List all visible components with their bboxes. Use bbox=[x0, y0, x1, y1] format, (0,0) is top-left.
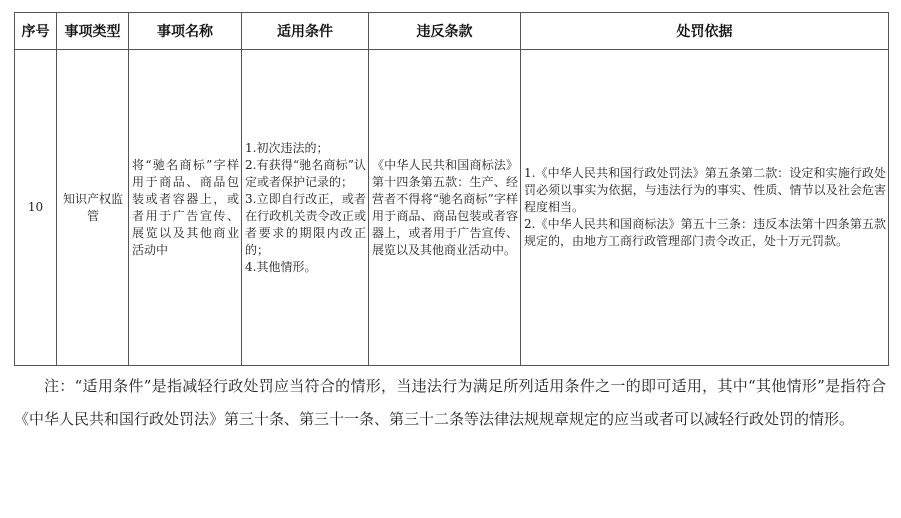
header-seq: 序号 bbox=[15, 13, 57, 50]
condition-item: 2.有获得“驰名商标”认定或者保护记录的； bbox=[245, 157, 366, 189]
penalty-table bbox=[14, 12, 889, 366]
header-basis: 处罚依据 bbox=[521, 13, 889, 50]
cell-seq: 10 bbox=[15, 50, 57, 366]
header-conditions: 适用条件 bbox=[242, 13, 369, 50]
cell-name bbox=[129, 50, 242, 366]
header-type: 事项类型 bbox=[57, 13, 129, 50]
cell-type-text: 知识产权监管 bbox=[62, 191, 123, 223]
footnote-text: 注：“适用条件”是指减轻行政处罚应当符合的情形，当违法行为满足所列适用条件之一的即可适用，其中“其他情形”是指符合《中华人民共和国行政处罚法》第三十条、第三十一条、第三十二条等法律法规规章规定的应当或者可以减轻行政处罚的情形。 bbox=[14, 377, 886, 428]
cell-violation bbox=[369, 50, 521, 366]
header-name: 事项名称 bbox=[129, 13, 242, 50]
table-header-row bbox=[15, 13, 889, 50]
condition-item: 3.立即自行改正，或者在行政机关责令改正或者要求的期限内改正的； bbox=[245, 191, 366, 257]
basis-item: 2.《中华人民共和国商标法》第五十三条：违反本法第十四条第五款规定的，由地方工商行政管理部门责令改正，处十万元罚款。 bbox=[524, 217, 886, 248]
basis-list bbox=[521, 165, 888, 250]
condition-item: 4.其他情形。 bbox=[245, 259, 317, 274]
cell-conditions bbox=[242, 50, 369, 366]
cell-violation-text: 《中华人民共和国商标法》第十四条第五款：生产、经营者不得将“驰名商标”字样用于商品、商品包装或者容器上，或者用于广告宣传、展览以及其他商业活动中。 bbox=[372, 157, 518, 257]
cell-type bbox=[57, 50, 129, 366]
footnote bbox=[14, 370, 886, 436]
cell-basis bbox=[521, 50, 889, 366]
condition-item: 1.初次违法的； bbox=[245, 140, 329, 155]
cell-name-text: 将“驰名商标”字样用于商品、商品包装或者容器上，或者用于广告宣传、展览以及其他商业活动中 bbox=[132, 157, 239, 257]
header-violation: 违反条款 bbox=[369, 13, 521, 50]
table-row bbox=[15, 50, 889, 366]
basis-item: 1.《中华人民共和国行政处罚法》第五条第二款：设定和实施行政处罚必须以事实为依据，与违法行为的事实、性质、情节以及社会危害程度相当。 bbox=[524, 166, 886, 214]
conditions-list bbox=[242, 140, 368, 276]
